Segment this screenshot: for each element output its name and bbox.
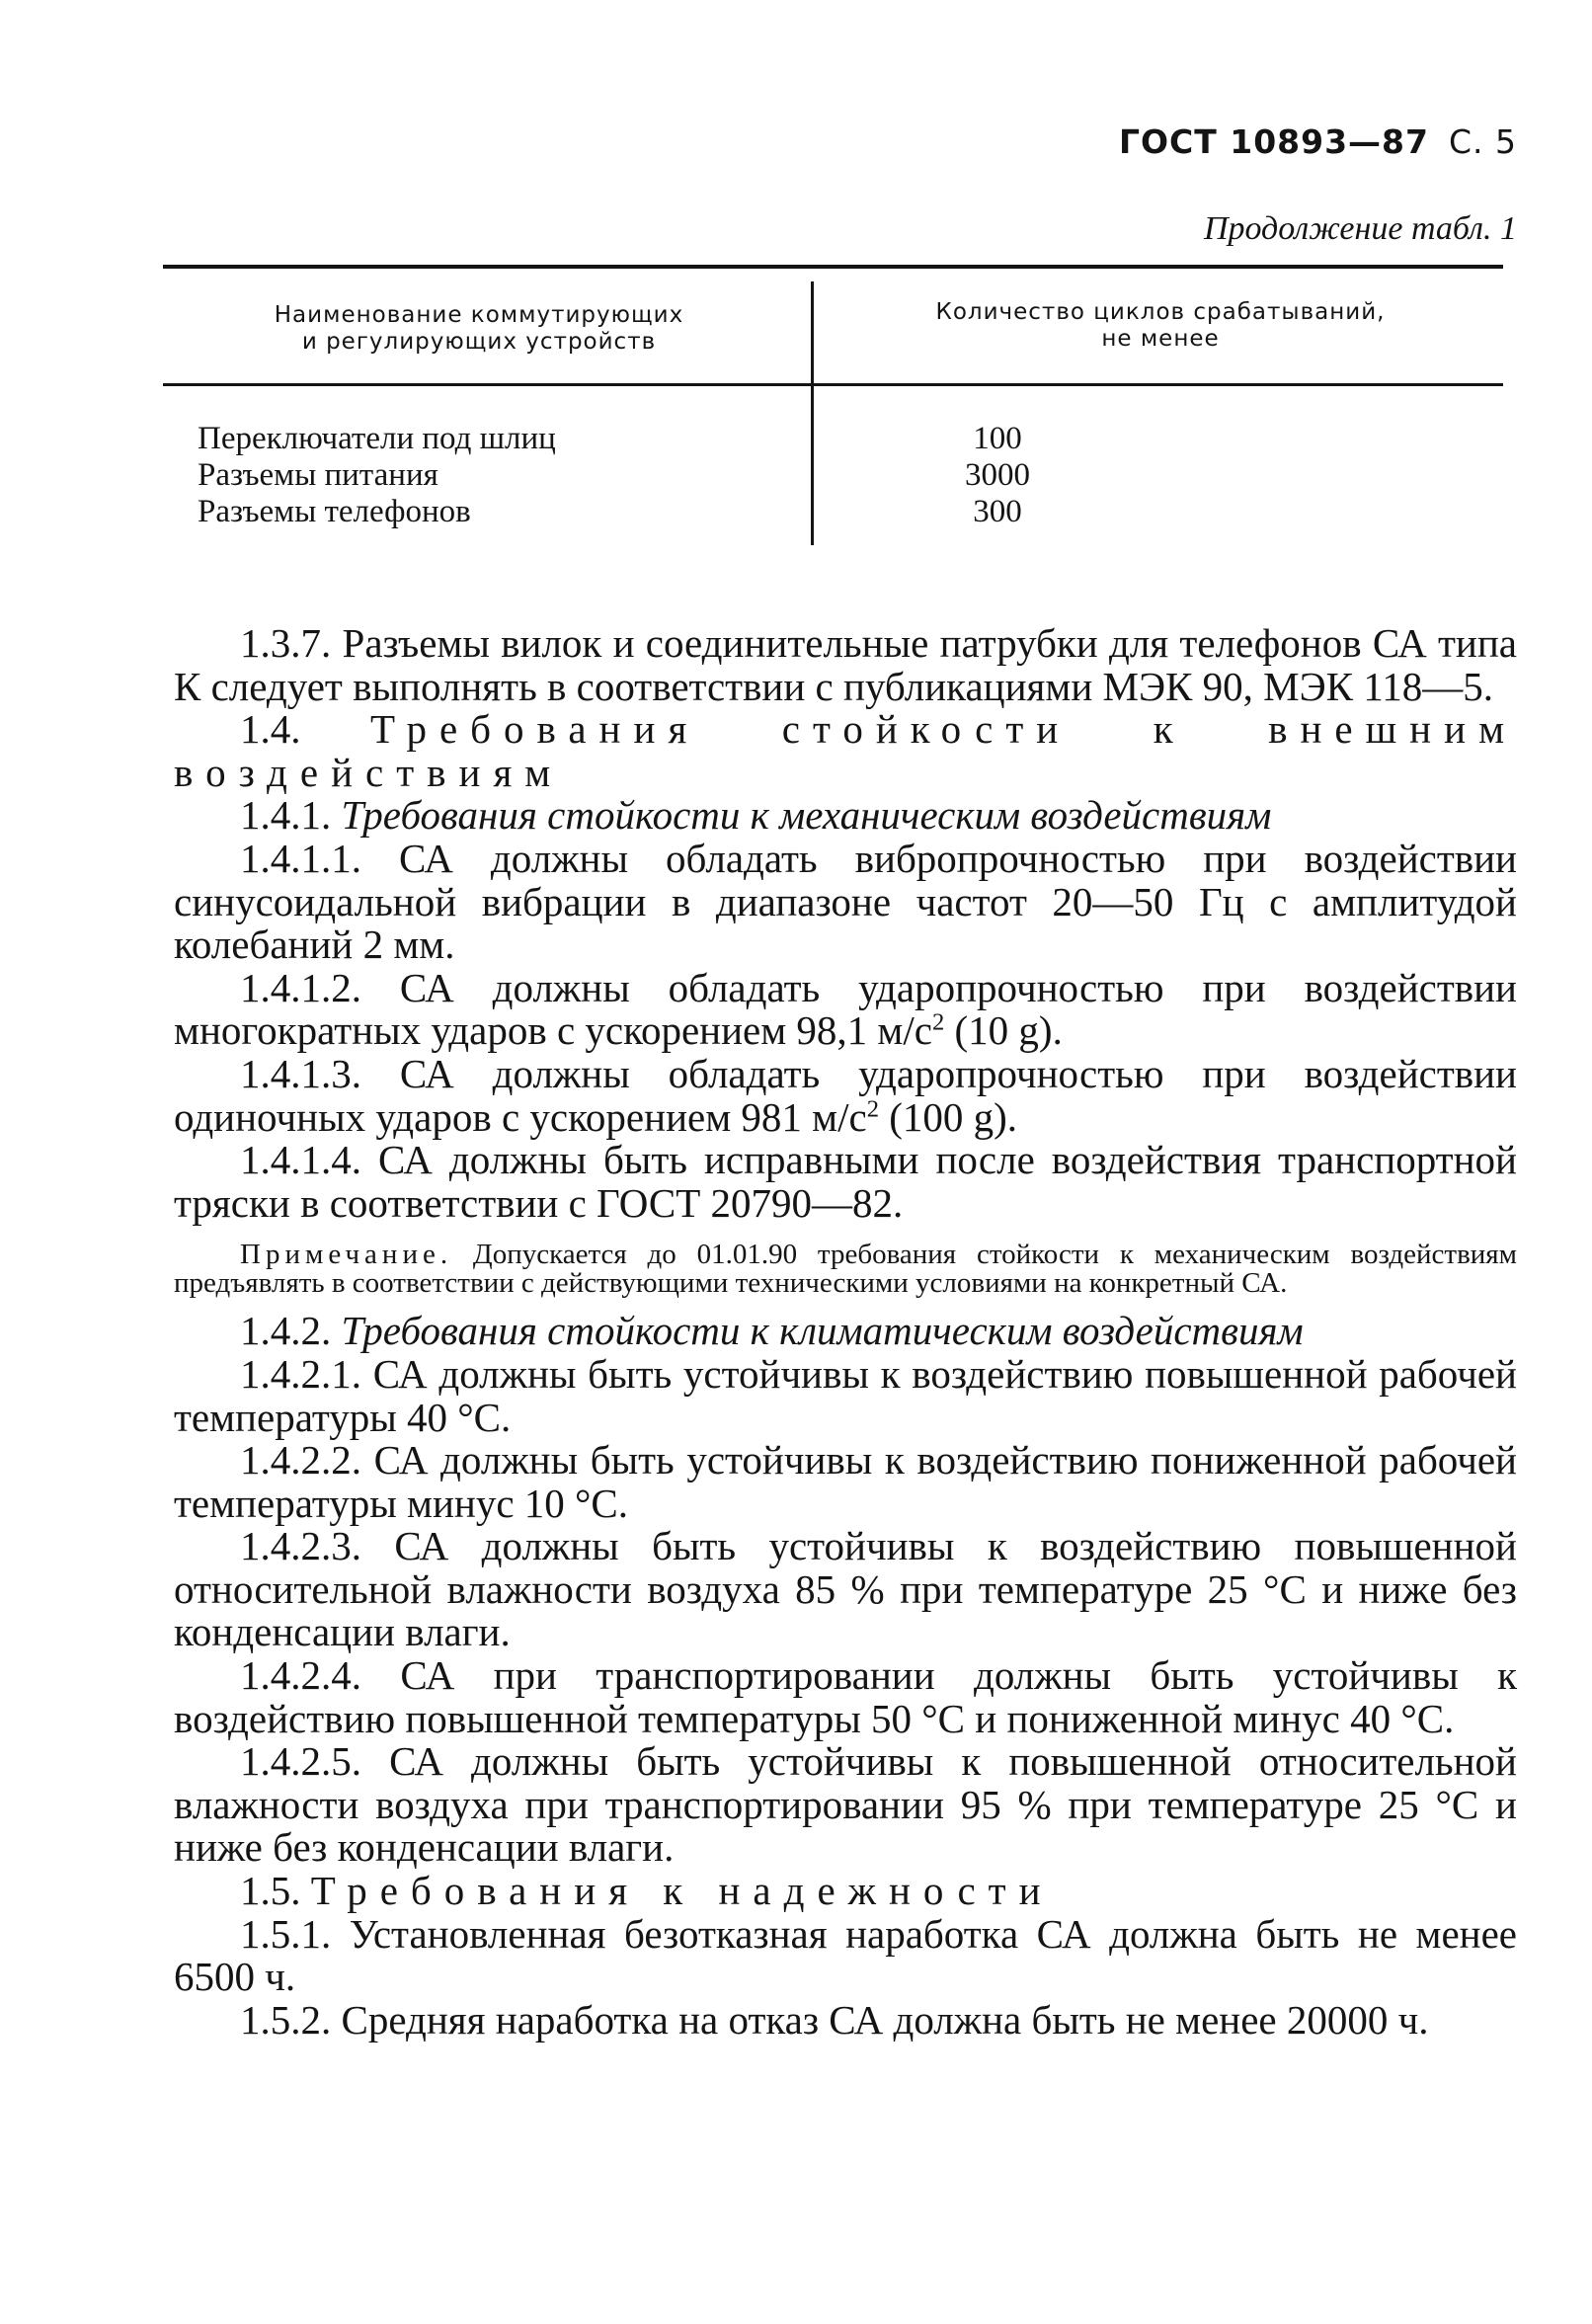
note-text: Допускается до 01.01.90 требования стойкости к механическим воздействиям предъявлять в соответствии с действующими техническими условиями на конкретный СА.: [174, 1239, 1517, 1300]
paragraph-1-4-2-4: 1.4.2.4. СА при транспортировании должны быть устойчивы к воздействию повышенной температуры 50 °С и пониженной минус 40 °С.: [174, 1652, 1517, 1741]
page-header: [1119, 122, 1517, 161]
paragraph-1-4-1-3: 1.4.1.3. СА должны обладать ударопрочностью при воздействии одиночных ударов с ускорением 981 $м/с^2$ (100 g).: [174, 1050, 1517, 1140]
page-number: С. 5: [1448, 122, 1517, 161]
table-header-devices: Наименование коммутирующих и регулирующих устройств: [274, 302, 684, 355]
subsection-heading-1-4-2: 1.4.2. Требования стойкости к климатическим воздействиям: [240, 1308, 1304, 1354]
paragraph-1-5-2: 1.5.2. Средняя наработка на отказ СА должна быть не менее 20000 ч.: [240, 1996, 1429, 2043]
paragraph-1-4-2-3: 1.4.2.3. СА должны быть устойчивы к воздействию повышенной относительной влажности воздуха 85 % при температуре 25 °С и ниже без конденсации влаги.: [174, 1523, 1517, 1655]
section-heading-1-4: 1.4. Требования стойкости к внешним воздействиям: [174, 706, 1518, 795]
body-text: [174, 622, 1517, 2042]
paragraph-1-4-1-2: 1.4.1.2. СА должны обладать ударопрочностью при воздействии многократных ударов с ускорением 98,1 $м/с^2$ (10 g).: [174, 964, 1517, 1054]
note-label: Примечание.: [240, 1239, 453, 1271]
paragraph-1-4-2-1: 1.4.2.1. СА должны быть устойчивы к воздействию повышенной рабочей температуры 40 °С.: [174, 1350, 1517, 1440]
table-cell-cycles: 3000: [965, 457, 1030, 493]
table-header-rule: [163, 383, 1503, 386]
note: [174, 1241, 1517, 1298]
paragraph-1-3-7: 1.3.7. Разъемы вилок и соединительные патрубки для телефонов СА типа К следует выполнять в соответствии с публикациями МЭК 90, МЭК 118—5.: [174, 620, 1517, 709]
table-cell-device: Разъемы телефонов: [198, 494, 471, 529]
paragraph-1-4-2-2: 1.4.2.2. СА должны быть устойчивы к воздействию пониженной рабочей температуры минус 10 °С.: [174, 1437, 1517, 1526]
table-column-divider: [811, 281, 814, 545]
doc-code: ГОСТ 10893—87: [1118, 122, 1429, 161]
table-cell-cycles: 300: [973, 494, 1022, 529]
table-cell-cycles: 100: [973, 421, 1022, 456]
paragraph-1-5-1: 1.5.1. Установленная безотказная наработка СА должна быть не менее 6500 ч.: [174, 1910, 1517, 2000]
paragraph-1-4-1-1: 1.4.1.1. СА должны обладать вибропрочностью при воздействии синусоидальной вибрации в диапазоне частот 20—50 Гц с амплитудой колебаний 2 мм.: [174, 835, 1517, 968]
table-caption: Продолжение табл. 1: [1203, 210, 1517, 247]
table-cell-device: Переключатели под шлиц: [198, 421, 556, 456]
paragraph-1-4-2-5: 1.4.2.5. СА должны быть устойчивы к повышенной относительной влажности воздуха при транспортировании 95 % при температуре 25 °С и ниже без конденсации влаги.: [174, 1738, 1517, 1871]
table-cell-device: Разъемы питания: [198, 457, 438, 493]
table-header-cycles: Количество циклов срабатываний, не менее: [935, 299, 1386, 352]
section-heading-1-5: 1.5. Требования к надежности: [240, 1868, 1054, 1914]
table-top-rule: [163, 265, 1503, 269]
paragraph-1-4-1-4: 1.4.1.4. СА должны быть исправными после воздействия транспортной тряски в соответствии с ГОСТ 20790—82.: [174, 1137, 1517, 1226]
subsection-heading-1-4-1: 1.4.1. Требования стойкости к механическим воздействиям: [240, 792, 1272, 839]
